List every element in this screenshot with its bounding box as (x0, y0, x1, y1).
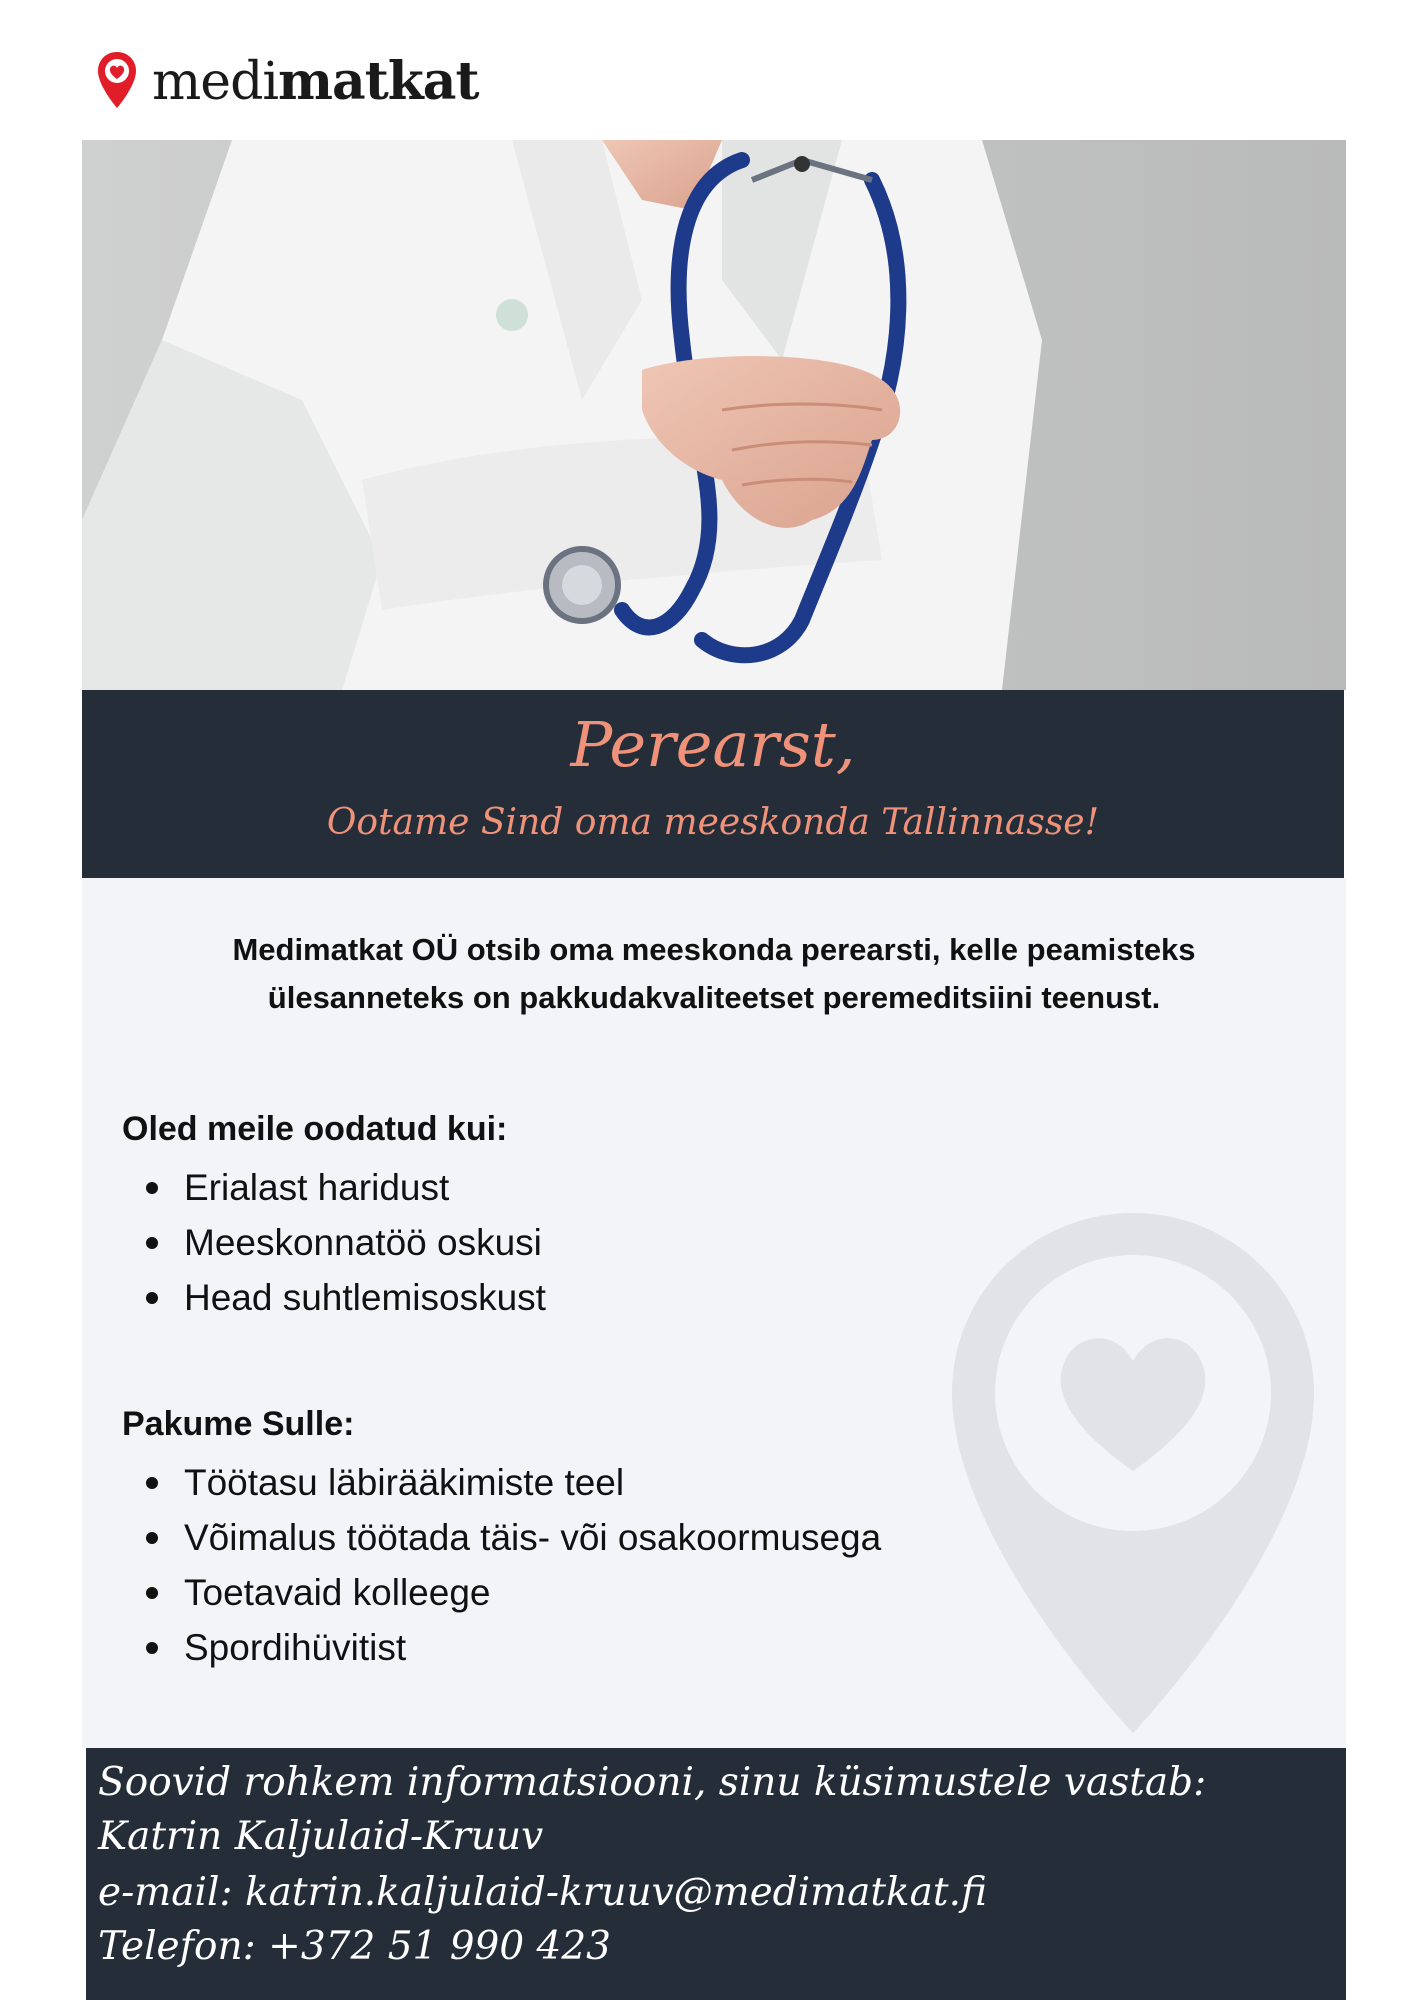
intro-text (112, 926, 1316, 1022)
contact-footer (86, 1748, 1346, 2000)
list-item-text: Võimalus töötada täis- või osakoormusega (184, 1517, 882, 1558)
bullet-icon (146, 1532, 158, 1544)
job-subtitle: Ootame Sind oma meeskonda Tallinnasse! (326, 802, 1100, 843)
contact-name: Katrin Kaljulaid-Kruuv (98, 1814, 544, 1859)
content-panel (82, 878, 1346, 1748)
bullet-icon (146, 1477, 158, 1489)
contact-phone[interactable]: Telefon: +372 51 990 423 (98, 1924, 611, 1969)
list-item (146, 1455, 881, 1510)
map-pin-heart-icon (952, 1213, 1314, 1733)
title-band (82, 690, 1344, 878)
brand-logo[interactable] (96, 48, 478, 114)
doctor-with-stethoscope-photo (82, 140, 1346, 690)
bullet-icon (146, 1182, 158, 1194)
bullet-icon (146, 1237, 158, 1249)
list-item-text: Toetavaid kolleege (184, 1572, 491, 1613)
requirements-title: Oled meile oodatud kui: (122, 1110, 508, 1148)
list-item (146, 1565, 881, 1620)
brand-name-bold: matkat (278, 50, 479, 112)
hero-image (82, 140, 1346, 690)
list-item (146, 1620, 881, 1675)
bullet-icon (146, 1642, 158, 1654)
brand-name (152, 51, 478, 112)
list-item-text: Töötasu läbirääkimiste teel (184, 1462, 625, 1503)
offers-list (146, 1455, 881, 1675)
list-item (146, 1510, 881, 1565)
list-item-text: Spordihüvitist (184, 1627, 407, 1668)
map-pin-heart-icon (96, 50, 138, 112)
list-item (146, 1160, 546, 1215)
intro-line-2: ülesanneteks on pakkudakvaliteetset peremeditsiini teenust. (267, 980, 1161, 1015)
intro-line-1: Medimatkat OÜ otsib oma meeskonda perearsti, kelle peamisteks (232, 932, 1196, 967)
contact-intro: Soovid rohkem informatsiooni, sinu küsimustele vastab: (98, 1760, 1207, 1805)
list-item-text: Head suhtlemisoskust (184, 1277, 546, 1318)
list-item (146, 1270, 546, 1325)
offers-title: Pakume Sulle: (122, 1405, 355, 1443)
list-item-text: Erialast haridust (184, 1167, 450, 1208)
bullet-icon (146, 1292, 158, 1304)
bullet-icon (146, 1587, 158, 1599)
contact-email[interactable]: e-mail: katrin.kaljulaid-kruuv@medimatkat.fi (98, 1870, 987, 1915)
list-item (146, 1215, 546, 1270)
requirements-list (146, 1160, 546, 1325)
list-item-text: Meeskonnatöö oskusi (184, 1222, 542, 1263)
job-title: Perearst, (570, 708, 856, 781)
brand-name-light: medi (152, 51, 278, 112)
